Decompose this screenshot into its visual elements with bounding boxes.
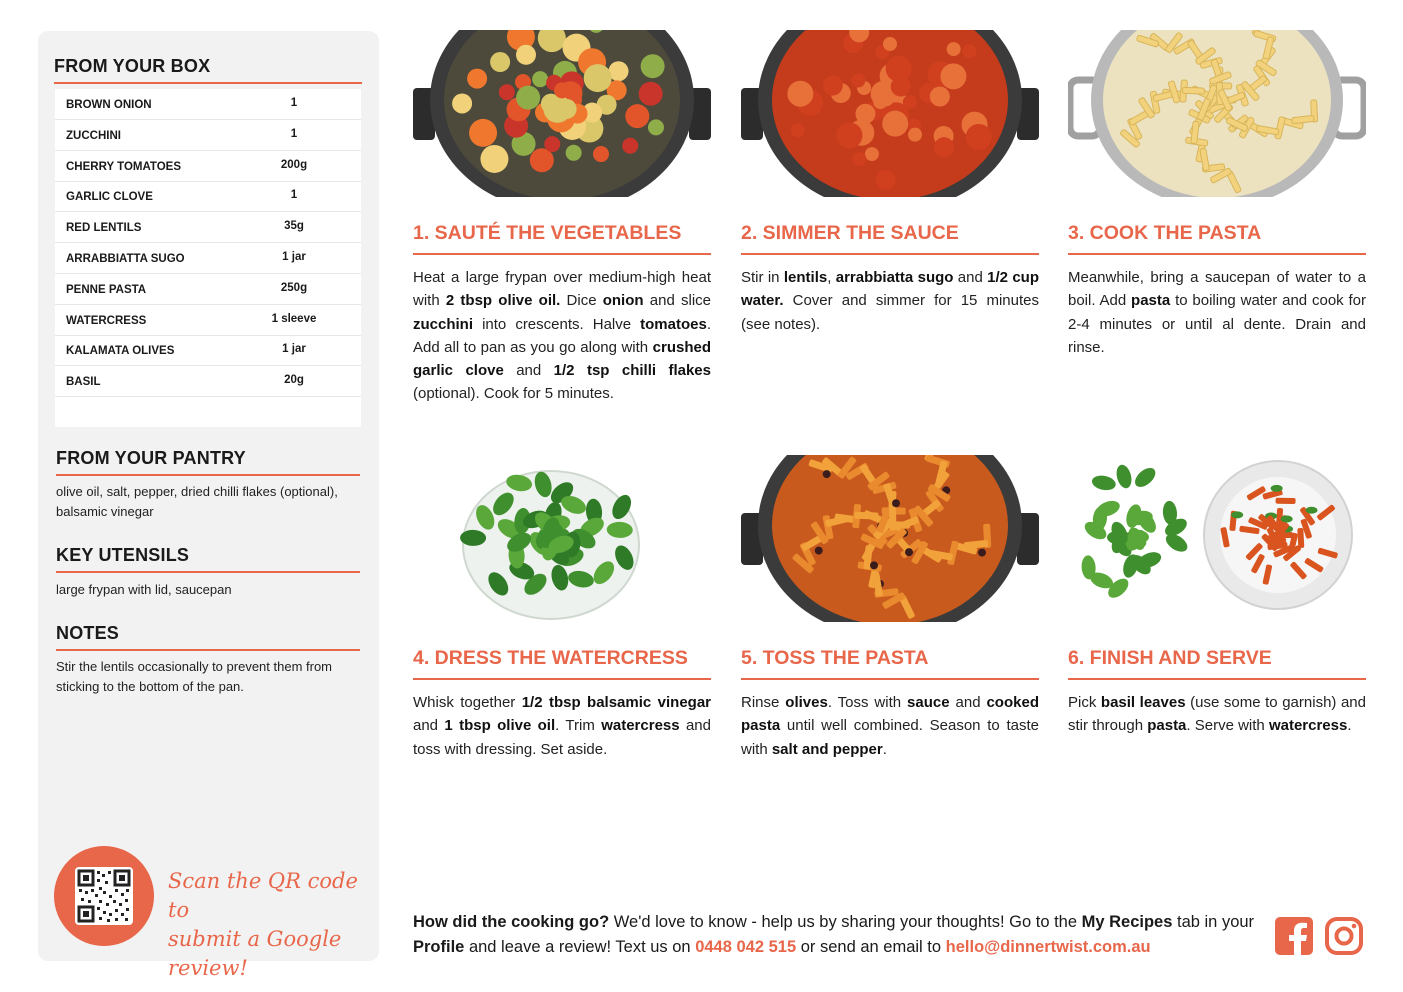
qr-caption-line: Scan the QR code to <box>168 869 358 922</box>
ingredient-qty: 250g <box>280 281 308 294</box>
footer-text-segment: and leave a review! Text us on <box>464 938 696 956</box>
emphasis-text: How did the cooking go? <box>413 913 610 931</box>
instruction-text: . <box>882 740 887 758</box>
ingredient-row <box>55 366 361 397</box>
step-title: 2. SIMMER THE SAUCE <box>741 222 959 244</box>
step-title: 6. FINISH AND SERVE <box>1068 647 1272 669</box>
instruction-text: Heat a large frypan over medium-high heat with <box>413 269 711 310</box>
ingredient-highlight: 2 tbsp olive oil. <box>445 292 561 310</box>
ingredient-highlight: olives <box>785 694 828 711</box>
ingredient-row <box>55 89 361 120</box>
divider <box>413 253 711 255</box>
ingredient-highlight: 1 tbsp olive oil <box>444 717 556 735</box>
instruction-text: and <box>413 717 445 735</box>
instruction-text: Cover and simmer for 15 minutes (see notes). <box>741 292 1039 333</box>
divider <box>413 678 711 680</box>
step-instructions <box>1068 266 1366 359</box>
ingredient-highlight: onion <box>602 292 644 310</box>
ingredient-name: BASIL <box>66 376 101 389</box>
footer-text-segment: or send an email to <box>796 938 946 956</box>
instruction-text: (optional). Cook for 5 minutes. <box>413 385 614 403</box>
review-prompt <box>413 910 1263 960</box>
ingredient-highlight: cooked pasta <box>741 694 1039 735</box>
ingredient-highlight: 1/2 tbsp balsamic vinegar <box>521 694 712 711</box>
instruction-text: . Trim <box>555 717 602 735</box>
ingredient-name: KALAMATA OLIVES <box>66 345 175 358</box>
emphasis-text: My Recipes <box>1081 913 1173 931</box>
sauce-in-pan-photo <box>741 30 1039 197</box>
instagram-icon[interactable] <box>1325 917 1363 955</box>
instruction-text: and toss with dressing. Set aside. <box>413 717 711 758</box>
instruction-text: (use some to garnish) and stir through <box>1068 694 1366 735</box>
instruction-text: . Add all to pan as you go along with <box>413 315 711 356</box>
instruction-text: . Serve with <box>1186 717 1269 735</box>
box-title: FROM YOUR BOX <box>54 56 211 76</box>
pasta-tossed-in-pan-photo <box>741 455 1039 622</box>
ingredient-qty: 35g <box>284 220 304 233</box>
ingredient-name: ARRABBIATTA SUGO <box>66 253 185 265</box>
instruction-text: and slice <box>643 292 711 310</box>
step-instructions <box>413 266 711 406</box>
instruction-text: Whisk together <box>413 694 522 711</box>
footer-text-segment: tab in your <box>1172 913 1255 931</box>
instruction-text: Stir in <box>741 269 784 286</box>
ingredient-name: RED LENTILS <box>66 222 142 235</box>
facebook-icon[interactable] <box>1275 917 1313 955</box>
ingredient-highlight: zucchini <box>413 315 474 333</box>
divider <box>1068 253 1366 255</box>
instruction-text: . Toss with <box>827 694 908 711</box>
ingredient-qty: 1 <box>290 189 298 202</box>
instruction-text: Dice <box>560 292 603 310</box>
ingredient-row <box>55 305 361 336</box>
divider <box>56 571 360 573</box>
instruction-text: . <box>1347 717 1352 735</box>
ingredient-name: PENNE PASTA <box>66 283 147 296</box>
qr-caption-line: submit a Google review! <box>168 927 342 980</box>
ingredient-qty: 1 sleeve <box>271 312 317 325</box>
step-title: 4. DRESS THE WATERCRESS <box>413 647 688 669</box>
sauteed-vegetables-in-pan-photo <box>413 30 711 197</box>
divider <box>741 253 1039 255</box>
ingredient-row <box>55 335 361 366</box>
notes-title: NOTES <box>56 623 120 643</box>
ingredient-name: WATERCRESS <box>66 314 147 327</box>
ingredient-highlight: basil leaves <box>1100 694 1186 711</box>
notes-text: Stir the lentils occasionally to prevent them from sticking to the bottom of the pan. <box>56 659 333 694</box>
instruction-text: and <box>503 362 554 380</box>
pantry-title: FROM YOUR PANTRY <box>56 448 246 468</box>
ingredient-highlight: watercress <box>601 717 680 735</box>
ingredient-name: BROWN ONION <box>66 99 152 111</box>
instruction-text: Meanwhile, bring a saucepan of water to a boil. Add <box>1068 269 1366 310</box>
ingredient-highlight: lentils <box>783 269 828 286</box>
utensils-title: KEY UTENSILS <box>56 545 190 565</box>
ingredient-highlight: crushed garlic clove <box>413 338 711 380</box>
ingredient-highlight: 1/2 tsp chilli flakes <box>553 362 711 380</box>
step-title: 3. COOK THE PASTA <box>1068 222 1262 244</box>
instruction-text: and <box>949 694 987 711</box>
step-instructions <box>741 691 1039 761</box>
pantry-text: olive oil, salt, pepper, dried chilli flakes (optional), balsamic vinegar <box>56 484 338 519</box>
ingredient-highlight: tomatoes <box>640 315 707 333</box>
email-link[interactable]: hello@dinnertwist.com.au <box>945 938 1151 956</box>
ingredient-name: CHERRY TOMATOES <box>66 160 182 173</box>
instruction-text: and <box>953 269 988 286</box>
ingredient-row <box>55 212 361 243</box>
step-title: 5. TOSS THE PASTA <box>741 647 929 669</box>
instruction-text: until well combined. Season to taste with <box>741 717 1039 758</box>
watercress-in-bowl-photo <box>413 455 711 622</box>
ingredient-highlight: watercress <box>1268 717 1348 735</box>
step-instructions <box>413 691 711 761</box>
ingredient-qty: 1 jar <box>282 251 306 263</box>
qr-caption <box>168 867 368 983</box>
ingredient-highlight: 1/2 cup water. <box>741 269 1039 310</box>
pasta-in-colander-photo <box>1068 30 1366 197</box>
step-instructions <box>1068 691 1366 738</box>
ingredient-highlight: pasta <box>1147 717 1187 735</box>
footer-text-segment: We'd love to know - help us by sharing your thoughts! Go to the <box>609 913 1082 931</box>
step-instructions <box>741 266 1039 336</box>
instruction-text: Rinse <box>741 694 786 711</box>
sidebar <box>38 31 379 980</box>
ingredient-highlight: sauce <box>907 694 950 711</box>
qr-code-icon[interactable] <box>75 867 133 925</box>
ingredient-row <box>55 151 361 182</box>
divider <box>56 474 360 476</box>
plated-pasta-with-watercress-photo <box>1068 455 1366 622</box>
ingredient-highlight: salt and pepper <box>771 740 883 758</box>
divider <box>1068 678 1366 680</box>
ingredient-highlight: pasta <box>1131 292 1171 310</box>
ingredient-name: ZUCCHINI <box>66 129 121 142</box>
ingredient-row <box>55 120 361 151</box>
ingredient-qty: 200g <box>280 158 308 171</box>
divider <box>741 678 1039 680</box>
ingredient-row <box>55 243 361 274</box>
ingredient-row <box>55 274 361 305</box>
ingredient-highlight: arrabbiatta sugo <box>835 269 954 286</box>
ingredient-row <box>55 181 361 212</box>
utensils-text: large frypan with lid, saucepan <box>56 582 232 597</box>
ingredients-table <box>55 89 361 427</box>
step-title: 1. SAUTÉ THE VEGETABLES <box>413 222 682 244</box>
ingredient-qty: 1 jar <box>282 343 306 356</box>
instruction-text: into crescents. Halve <box>473 315 641 333</box>
ingredient-qty: 1 <box>290 127 298 140</box>
ingredient-name: GARLIC CLOVE <box>66 191 153 204</box>
qr-code-badge[interactable] <box>54 846 154 946</box>
emphasis-text: Profile <box>413 938 465 956</box>
instruction-text: , <box>827 269 836 286</box>
instruction-text: Pick <box>1068 694 1101 711</box>
instruction-text: to boiling water and cook for 2-4 minutes or until al dente. Drain and rinse. <box>1068 292 1366 356</box>
divider <box>56 649 360 651</box>
ingredient-qty: 1 <box>290 97 298 109</box>
divider <box>54 82 362 84</box>
phone-link[interactable]: 0448 042 515 <box>695 938 797 956</box>
ingredient-qty: 20g <box>284 374 304 387</box>
